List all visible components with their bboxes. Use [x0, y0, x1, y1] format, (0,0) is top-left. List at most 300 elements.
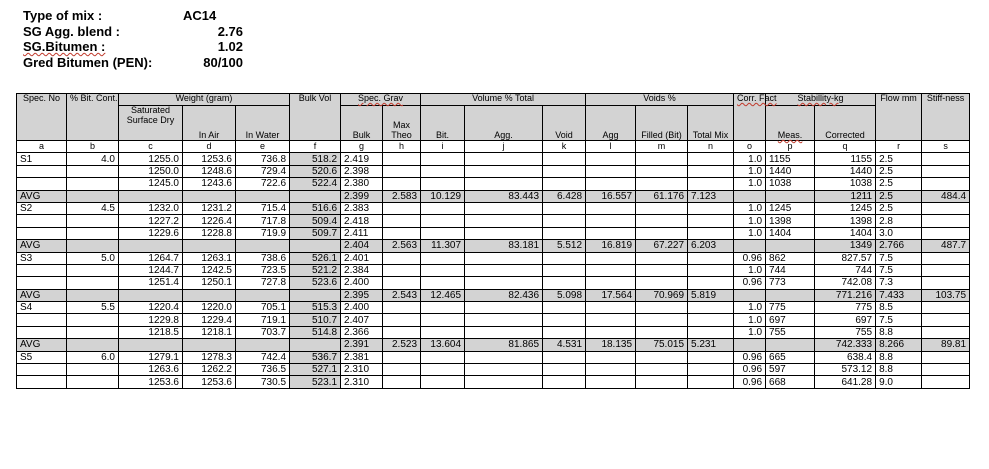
empty-cell — [636, 314, 688, 326]
avg-vol-void-cell: 5.512 — [543, 240, 586, 252]
empty-cell — [383, 314, 421, 326]
stiffness-cell — [922, 227, 970, 239]
air-weight-cell: 1250.1 — [183, 277, 236, 289]
grade-bitumen-label: Gred Bitumen (PEN): — [23, 54, 153, 70]
table-row — [17, 264, 970, 276]
stability-meas-cell: 665 — [766, 351, 815, 363]
avg-vol-agg-cell: 81.865 — [465, 339, 543, 351]
avg-total-mix-cell: 5.819 — [688, 289, 734, 301]
avg-bulk-sg-cell: 2.399 — [341, 190, 383, 202]
corr-fact-cell: 1.0 — [734, 302, 766, 314]
flow-cell: 7.3 — [876, 277, 922, 289]
spec-no-cell — [17, 227, 67, 239]
avg-bulk-sg-cell: 2.395 — [341, 289, 383, 301]
avg-filled-cell: 67.227 — [636, 240, 688, 252]
empty-cell — [236, 190, 290, 202]
corr-fact-cell: 0.96 — [734, 364, 766, 376]
bulk-vol-cell: 527.1 — [290, 364, 341, 376]
empty-cell — [183, 289, 236, 301]
bulk-sg-cell: 2.401 — [341, 252, 383, 264]
empty-cell — [421, 165, 465, 177]
stability-corrected-cell: 742.08 — [815, 277, 876, 289]
table-row — [17, 165, 970, 177]
column-letters-row — [17, 141, 970, 153]
empty-cell — [688, 252, 734, 264]
spec-no-cell: S1 — [17, 153, 67, 165]
avg-vol-void-cell: 6.428 — [543, 190, 586, 202]
avg-stiffness-cell: 89.81 — [922, 339, 970, 351]
spec-grav-text: Spec. Grav — [358, 93, 404, 103]
marshall-test-table — [16, 93, 970, 389]
stability-corrected-cell: 827.57 — [815, 252, 876, 264]
meas-text: Meas. — [777, 129, 803, 140]
flow-cell: 2.8 — [876, 215, 922, 227]
bulk-sg-cell: 2.400 — [341, 277, 383, 289]
stability-text: Stabillity-kg — [797, 93, 844, 103]
flow-cell: 7.5 — [876, 314, 922, 326]
stability-corrected-cell: 1038 — [815, 178, 876, 190]
ssd-weight-cell: 1253.6 — [119, 376, 183, 388]
stiffness-cell — [922, 351, 970, 363]
empty-cell — [543, 264, 586, 276]
ssd-weight-cell: 1250.0 — [119, 165, 183, 177]
empty-cell — [586, 178, 636, 190]
stability-corrected-cell: 744 — [815, 264, 876, 276]
empty-cell — [543, 302, 586, 314]
bulk-sg-cell: 2.407 — [341, 314, 383, 326]
empty-cell — [465, 165, 543, 177]
column-letter-c: c — [119, 141, 183, 153]
stability-meas-cell: 1440 — [766, 165, 815, 177]
avg-vol-bit-cell: 12.465 — [421, 289, 465, 301]
col-vol-void: Void — [543, 106, 586, 141]
avg-corrected-cell: 1349 — [815, 240, 876, 252]
bit-cont-cell: 5.0 — [67, 252, 119, 264]
empty-cell — [421, 252, 465, 264]
column-letter-h: h — [383, 141, 421, 153]
stability-corrected-cell: 1398 — [815, 215, 876, 227]
flow-cell: 7.5 — [876, 252, 922, 264]
column-letter-o: o — [734, 141, 766, 153]
bit-cont-cell: 4.0 — [67, 153, 119, 165]
empty-cell — [383, 215, 421, 227]
air-weight-cell: 1263.1 — [183, 252, 236, 264]
empty-cell — [383, 153, 421, 165]
empty-cell — [636, 351, 688, 363]
empty-cell — [465, 227, 543, 239]
avg-total-mix-cell: 7.123 — [688, 190, 734, 202]
bit-cont-cell — [67, 227, 119, 239]
bit-cont-cell — [67, 215, 119, 227]
column-letter-d: d — [183, 141, 236, 153]
avg-bulk-sg-cell: 2.404 — [341, 240, 383, 252]
bulk-vol-cell: 516.6 — [290, 202, 341, 214]
corr-fact-cell: 1.0 — [734, 153, 766, 165]
type-of-mix-value: AC14 — [183, 8, 217, 23]
empty-cell — [183, 240, 236, 252]
empty-cell — [636, 153, 688, 165]
empty-cell — [421, 215, 465, 227]
spec-no-cell — [17, 376, 67, 388]
air-weight-cell: 1228.8 — [183, 227, 236, 239]
empty-cell — [383, 326, 421, 338]
empty-cell — [465, 364, 543, 376]
empty-cell — [636, 178, 688, 190]
avg-max-theo-cell: 2.543 — [383, 289, 421, 301]
col-bulk-vol: Bulk Vol — [290, 94, 341, 141]
air-weight-cell: 1218.1 — [183, 326, 236, 338]
empty-cell — [543, 178, 586, 190]
ssd-weight-cell: 1251.4 — [119, 277, 183, 289]
empty-cell — [688, 314, 734, 326]
empty-cell — [586, 165, 636, 177]
column-letter-k: k — [543, 141, 586, 153]
bulk-vol-cell: 515.3 — [290, 302, 341, 314]
stiffness-cell — [922, 165, 970, 177]
bulk-vol-cell: 523.6 — [290, 277, 341, 289]
bulk-sg-cell: 2.310 — [341, 364, 383, 376]
water-weight-cell: 705.1 — [236, 302, 290, 314]
stability-meas-cell: 744 — [766, 264, 815, 276]
empty-cell — [586, 326, 636, 338]
empty-cell — [543, 165, 586, 177]
empty-cell — [586, 202, 636, 214]
stiffness-cell — [922, 314, 970, 326]
empty-cell — [67, 240, 119, 252]
avg-flow-cell: 2.5 — [876, 190, 922, 202]
water-weight-cell: 729.4 — [236, 165, 290, 177]
flow-cell: 7.5 — [876, 264, 922, 276]
avg-max-theo-cell: 2.563 — [383, 240, 421, 252]
corr-fact-cell: 1.0 — [734, 178, 766, 190]
empty-cell — [290, 339, 341, 351]
empty-cell — [421, 264, 465, 276]
stability-corrected-cell: 1245 — [815, 202, 876, 214]
empty-cell — [421, 178, 465, 190]
avg-vol-agg-cell: 82.436 — [465, 289, 543, 301]
table-row — [17, 314, 970, 326]
bit-cont-cell — [67, 277, 119, 289]
empty-cell — [734, 339, 766, 351]
flow-cell: 2.5 — [876, 165, 922, 177]
sg-bitumen-label: SG.Bitumen : — [23, 39, 106, 54]
empty-cell — [543, 227, 586, 239]
empty-cell — [236, 339, 290, 351]
empty-cell — [586, 264, 636, 276]
empty-cell — [465, 202, 543, 214]
empty-cell — [67, 339, 119, 351]
type-of-mix-row — [23, 8, 243, 24]
empty-cell — [383, 227, 421, 239]
stability-corrected-cell: 641.28 — [815, 376, 876, 388]
table-row — [17, 277, 970, 289]
ssd-weight-cell: 1220.4 — [119, 302, 183, 314]
empty-cell — [636, 364, 688, 376]
avg-total-mix-cell: 5.231 — [688, 339, 734, 351]
bulk-sg-cell: 2.380 — [341, 178, 383, 190]
bit-cont-cell — [67, 314, 119, 326]
avg-stiffness-cell: 484.4 — [922, 190, 970, 202]
air-weight-cell: 1262.2 — [183, 364, 236, 376]
water-weight-cell: 742.4 — [236, 351, 290, 363]
empty-cell — [465, 277, 543, 289]
empty-cell — [543, 376, 586, 388]
water-weight-cell: 719.9 — [236, 227, 290, 239]
corr-fact-cell: 0.96 — [734, 277, 766, 289]
spec-no-cell — [17, 178, 67, 190]
empty-cell — [688, 178, 734, 190]
table-row — [17, 364, 970, 376]
column-letter-j: j — [465, 141, 543, 153]
flow-cell: 3.0 — [876, 227, 922, 239]
bulk-vol-cell: 509.4 — [290, 215, 341, 227]
avg-vol-agg-cell: 83.181 — [465, 240, 543, 252]
spec-no-cell — [17, 364, 67, 376]
avg-max-theo-cell: 2.523 — [383, 339, 421, 351]
empty-cell — [688, 364, 734, 376]
bit-cont-cell — [67, 178, 119, 190]
bulk-vol-cell: 520.6 — [290, 165, 341, 177]
avg-max-theo-cell: 2.583 — [383, 190, 421, 202]
avg-corrected-cell: 742.333 — [815, 339, 876, 351]
stability-corrected-cell: 1155 — [815, 153, 876, 165]
empty-cell — [636, 227, 688, 239]
col-in-water: In Water — [236, 106, 290, 141]
stiffness-cell — [922, 178, 970, 190]
table-row — [17, 302, 970, 314]
spec-no-cell — [17, 264, 67, 276]
avg-filled-cell: 70.969 — [636, 289, 688, 301]
ssd-weight-cell: 1279.1 — [119, 351, 183, 363]
stability-corrected-cell: 775 — [815, 302, 876, 314]
stability-meas-cell: 697 — [766, 314, 815, 326]
spec-no-cell — [17, 277, 67, 289]
corr-fact-cell: 0.96 — [734, 351, 766, 363]
sg-agg-blend-value: 2.76 — [217, 23, 243, 39]
ssd-weight-cell: 1229.8 — [119, 314, 183, 326]
corr-fact-cell: 0.96 — [734, 376, 766, 388]
empty-cell — [543, 252, 586, 264]
avg-corrected-cell: 1211 — [815, 190, 876, 202]
empty-cell — [421, 277, 465, 289]
bulk-vol-cell: 521.2 — [290, 264, 341, 276]
sg-bitumen-value: 1.02 — [217, 39, 243, 54]
stiffness-cell — [922, 215, 970, 227]
column-letter-q: q — [815, 141, 876, 153]
grade-bitumen-value: 80/100 — [203, 54, 243, 70]
empty-cell — [636, 277, 688, 289]
stability-corrected-cell: 1440 — [815, 165, 876, 177]
air-weight-cell: 1242.5 — [183, 264, 236, 276]
avg-stiffness-cell: 487.7 — [922, 240, 970, 252]
empty-cell — [543, 314, 586, 326]
table-row — [17, 202, 970, 214]
empty-cell — [236, 289, 290, 301]
empty-cell — [734, 240, 766, 252]
stability-meas-cell: 668 — [766, 376, 815, 388]
empty-cell — [183, 339, 236, 351]
empty-cell — [421, 314, 465, 326]
empty-cell — [586, 277, 636, 289]
empty-cell — [766, 240, 815, 252]
empty-cell — [688, 376, 734, 388]
water-weight-cell: 715.4 — [236, 202, 290, 214]
empty-cell — [465, 178, 543, 190]
column-letter-a: a — [17, 141, 67, 153]
stiffness-cell — [922, 302, 970, 314]
column-letter-f: f — [290, 141, 341, 153]
empty-cell — [688, 202, 734, 214]
empty-cell — [119, 240, 183, 252]
col-total-mix: Total Mix — [688, 106, 734, 141]
avg-row — [17, 240, 970, 252]
corr-fact-cell: 1.0 — [734, 202, 766, 214]
ssd-weight-cell: 1264.7 — [119, 252, 183, 264]
col-spec-grav — [341, 94, 421, 106]
empty-cell — [636, 376, 688, 388]
spec-no-cell — [17, 326, 67, 338]
empty-cell — [421, 202, 465, 214]
avg-label-cell: AVG — [17, 190, 67, 202]
spec-no-cell — [17, 215, 67, 227]
avg-voids-agg-cell: 18.135 — [586, 339, 636, 351]
flow-cell: 8.8 — [876, 326, 922, 338]
bulk-vol-cell: 526.1 — [290, 252, 341, 264]
column-letter-m: m — [636, 141, 688, 153]
empty-cell — [543, 215, 586, 227]
column-letter-n: n — [688, 141, 734, 153]
avg-flow-cell: 8.266 — [876, 339, 922, 351]
header-row-1 — [17, 94, 970, 106]
empty-cell — [383, 376, 421, 388]
column-letter-b: b — [67, 141, 119, 153]
column-letter-s: s — [922, 141, 970, 153]
stiffness-cell — [922, 364, 970, 376]
ssd-weight-cell: 1255.0 — [119, 153, 183, 165]
ssd-weight-cell: 1218.5 — [119, 326, 183, 338]
stiffness-cell — [922, 326, 970, 338]
flow-cell: 8.5 — [876, 302, 922, 314]
column-letter-e: e — [236, 141, 290, 153]
corr-fact-cell: 1.0 — [734, 314, 766, 326]
water-weight-cell: 717.8 — [236, 215, 290, 227]
avg-vol-agg-cell: 83.443 — [465, 190, 543, 202]
avg-label-cell: AVG — [17, 240, 67, 252]
bit-cont-cell — [67, 165, 119, 177]
avg-corrected-cell: 771.216 — [815, 289, 876, 301]
col-corr-fact — [734, 93, 777, 141]
empty-cell — [586, 364, 636, 376]
bulk-sg-cell: 2.411 — [341, 227, 383, 239]
air-weight-cell: 1220.0 — [183, 302, 236, 314]
bulk-vol-cell: 510.7 — [290, 314, 341, 326]
header-row-2 — [17, 106, 970, 141]
bulk-sg-cell: 2.400 — [341, 302, 383, 314]
avg-voids-agg-cell: 16.557 — [586, 190, 636, 202]
col-weight: Weight (gram) — [119, 94, 290, 106]
water-weight-cell: 703.7 — [236, 326, 290, 338]
empty-cell — [421, 364, 465, 376]
stiffness-cell — [922, 277, 970, 289]
spec-no-cell: S5 — [17, 351, 67, 363]
stability-meas-cell: 862 — [766, 252, 815, 264]
empty-cell — [421, 351, 465, 363]
spec-no-cell: S3 — [17, 252, 67, 264]
column-letter-r: r — [876, 141, 922, 153]
empty-cell — [543, 202, 586, 214]
empty-cell — [688, 227, 734, 239]
flow-cell: 2.5 — [876, 202, 922, 214]
empty-cell — [766, 289, 815, 301]
stability-meas-cell: 755 — [766, 326, 815, 338]
empty-cell — [383, 364, 421, 376]
spec-no-cell: S4 — [17, 302, 67, 314]
avg-flow-cell: 7.433 — [876, 289, 922, 301]
water-weight-cell: 736.5 — [236, 364, 290, 376]
stability-meas-cell: 1404 — [766, 227, 815, 239]
empty-cell — [383, 252, 421, 264]
col-max-theo: Max Theo — [383, 106, 421, 141]
stiffness-cell — [922, 153, 970, 165]
bit-cont-cell: 6.0 — [67, 351, 119, 363]
empty-cell — [636, 252, 688, 264]
stability-meas-cell: 1038 — [766, 178, 815, 190]
bulk-vol-cell: 523.1 — [290, 376, 341, 388]
stability-corrected-cell: 1404 — [815, 227, 876, 239]
bulk-sg-cell: 2.381 — [341, 351, 383, 363]
empty-cell — [586, 252, 636, 264]
bulk-vol-cell: 514.8 — [290, 326, 341, 338]
mix-header — [23, 8, 243, 70]
empty-cell — [636, 165, 688, 177]
empty-cell — [383, 351, 421, 363]
column-letter-l: l — [586, 141, 636, 153]
empty-cell — [421, 302, 465, 314]
col-meas — [766, 106, 815, 141]
empty-cell — [688, 351, 734, 363]
empty-cell — [734, 289, 766, 301]
sg-agg-blend-row — [23, 24, 243, 40]
empty-cell — [236, 240, 290, 252]
col-volume-total: Volume % Total — [421, 94, 586, 106]
empty-cell — [465, 215, 543, 227]
empty-cell — [67, 190, 119, 202]
flow-cell: 8.8 — [876, 351, 922, 363]
table-row — [17, 178, 970, 190]
bit-cont-cell — [67, 326, 119, 338]
empty-cell — [586, 153, 636, 165]
table-row — [17, 326, 970, 338]
flow-cell: 8.8 — [876, 364, 922, 376]
corr-fact-cell: 1.0 — [734, 227, 766, 239]
bit-cont-cell — [67, 376, 119, 388]
col-vol-bit: Bit. — [421, 106, 465, 141]
empty-cell — [465, 376, 543, 388]
col-filled-bit: Filled (Bit) — [636, 106, 688, 141]
bulk-sg-cell: 2.383 — [341, 202, 383, 214]
empty-cell — [688, 153, 734, 165]
empty-cell — [586, 351, 636, 363]
col-in-air: In Air — [183, 106, 236, 141]
empty-cell — [543, 277, 586, 289]
avg-label-cell: AVG — [17, 289, 67, 301]
bulk-sg-cell: 2.366 — [341, 326, 383, 338]
ssd-weight-cell: 1227.2 — [119, 215, 183, 227]
empty-cell — [465, 252, 543, 264]
empty-cell — [586, 215, 636, 227]
type-of-mix-label: Type of mix : — [23, 8, 103, 23]
empty-cell — [119, 190, 183, 202]
